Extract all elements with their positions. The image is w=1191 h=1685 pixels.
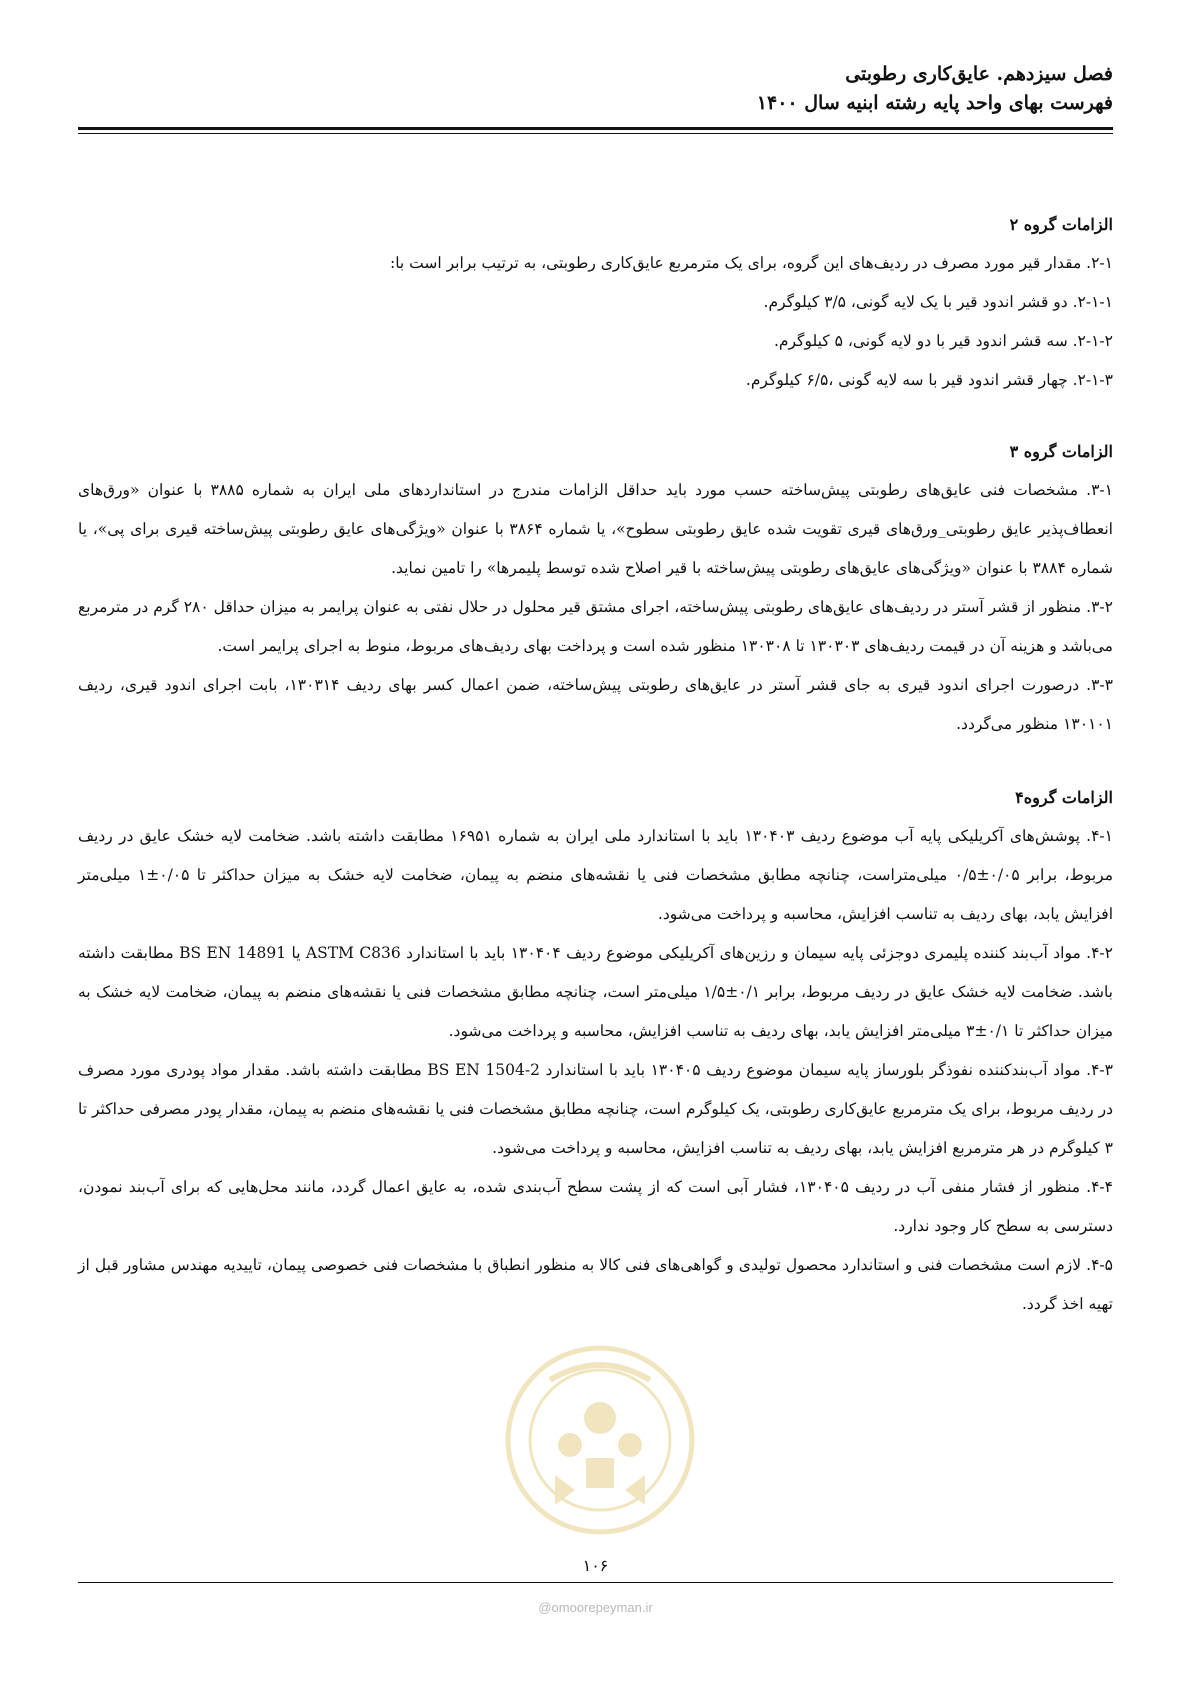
page-header — [78, 60, 1113, 118]
group3-item-3: ۳-۳. درصورت اجرای اندود قیری به جای قشر آستر در عایق‌های رطوبتی پیش‌ساخته، ضمن اعمال کسر بهای ردیف ۱۳۰۳۱۴، بابت اجرای اندود قیری، ردیف ۱۳۰۱۰۱ منظور می‌گردد. — [78, 676, 1113, 733]
header-rule-thick — [78, 127, 1113, 130]
footer-website: @omoorepeyman.ir — [538, 1600, 653, 1615]
page-number: ۱۰۶ — [582, 1556, 609, 1575]
group4-heading: الزامات گروه۴ — [1015, 788, 1113, 807]
group3-item-2: ۳-۲. منظور از قشر آستر در ردیف‌های عایق‌های رطوبتی پیش‌ساخته، اجرای مشتق قیر محلول در حلال نفتی به عنوان پرایمر به میزان حداقل ۲۸۰ گرم در مترمربع می‌باشد و هزینه آن در قیمت ردیف‌های ۱۳۰۳۰۳ تا ۱۳۰۳۰۸ منظور شده است و پرداخت بهای ردیف‌های مربوط، منوط به اجرای پرایمر است. — [78, 598, 1113, 655]
group2-item-1-2: ۲-۱-۲. سه قشر اندود قیر با دو لایه گونی، ۵ کیلوگرم. — [773, 332, 1113, 350]
group4-item-3: ۴-۳. مواد آب‌بندکننده نفوذگر بلورساز پایه سیمان موضوع ردیف ۱۳۰۴۰۵ باید با استاندارد BS EN 1504-2 مطابقت داشته باشد. مقدار مواد پودری مورد مصرف در ردیف مربوط، برای یک مترمربع عایق‌کاری رطوبتی، یک کیلوگرم است، چنانچه مطابق مشخصات فنی یا نقشه‌های منضم به پیمان، مقدار پودر مصرفی حداکثر تا ۳ کیلوگرم در هر مترمربع افزایش یابد، بهای ردیف به تناسب افزایش، محاسبه و پرداخت می‌شود. — [78, 1061, 1113, 1157]
watermark-seal-icon — [500, 1340, 700, 1540]
group3-item-1: ۳-۱. مشخصات فنی عایق‌های رطوبتی پیش‌ساخته حسب مورد باید حداقل الزامات مندرج در استانداردهای ملی ایران به شماره ۳۸۸۵ با عنوان «ورق‌های انعطاف‌پذیر عایق رطوبتی_ورق‌های قیری تقویت شده عایق رطوبتی سطوح»، یا شماره ۳۸۶۴ با عنوان «ویژگی‌های عایق رطوبتی پیش‌ساخته قیری برای پی»، یا شماره ۳۸۸۴ با عنوان «ویژگی‌های عایق‌های رطوبتی پیش‌ساخته با قیر اصلاح شده توسط پلیمرها» را تامین نماید. — [78, 481, 1113, 577]
footer-rule — [78, 1582, 1113, 1583]
document-body — [78, 205, 1113, 1324]
group2-item-1: ۲-۱. مقدار قیر مورد مصرف در ردیف‌های این گروه، برای یک مترمربع عایق‌کاری رطوبتی، به ترتیب برابر است با: — [389, 254, 1113, 272]
group4-item-1: ۴-۱. پوشش‌های آکریلیکی پایه آب موضوع ردیف ۱۳۰۴۰۳ باید با استاندارد ملی ایران به شماره ۱۶۹۵۱ مطابقت داشته باشد. ضخامت لایه خشک عایق در ردیف مربوط، برابر ۰/۰۵±۰/۵ میلی‌متراست، چنانچه مطابق مشخصات فنی یا نقشه‌های منضم به پیمان، ضخامت لایه خشک به میزان حداکثر تا ۰/۰۵±۱ میلی‌متر افزایش یابد، بهای ردیف به تناسب افزایش، محاسبه و پرداخت می‌شود. — [78, 827, 1113, 923]
chapter-title: فصل سیزدهم. عایق‌کاری رطوبتی — [845, 63, 1113, 85]
group3-heading: الزامات گروه ۳ — [1009, 442, 1113, 461]
catalog-title: فهرست بهای واحد پایه رشته ابنیه سال ۱۴۰۰ — [756, 92, 1113, 114]
group4-item-5: ۴-۵. لازم است مشخصات فنی و استاندارد محصول تولیدی و گواهی‌های فنی کالا به منظور انطباق با مشخصات فنی خصوصی پیمان، تاییدیه مهندس مشاور قبل از تهیه اخذ گردد. — [78, 1256, 1113, 1313]
group2-item-1-3: ۲-۱-۳. چهار قشر اندود قیر با سه لایه گونی ،۶/۵ کیلوگرم. — [745, 371, 1113, 389]
header-rule-thin — [78, 133, 1113, 134]
group4-item-2: ۴-۲. مواد آب‌بند کننده پلیمری دوجزئی پایه سیمان و رزین‌های آکریلیکی موضوع ردیف ۱۳۰۴۰۴ باید با استاندارد ASTM C836 یا BS EN 14891 مطابقت داشته باشد. ضخامت لایه خشک عایق در ردیف مربوط، برابر ۰/۱±۱/۵ میلی‌متر است، چنانچه مطابق مشخصات فنی یا نقشه‌های منضم به پیمان، ضخامت لایه خشک به میزان حداکثر تا ۰/۱±۳ میلی‌متر افزایش یابد، بهای ردیف به تناسب افزایش، محاسبه و پرداخت می‌شود. — [78, 944, 1113, 1040]
group2-heading: الزامات گروه ۲ — [1009, 215, 1113, 234]
group4-item-4: ۴-۴. منظور از فشار منفی آب در ردیف ۱۳۰۴۰۵، فشار آبی است که از پشت سطح آب‌بندی شده، به عایق اعمال گردد، مانند محل‌هایی که برای آب‌بند نمودن، دسترسی به سطح کار وجود ندارد. — [78, 1178, 1113, 1235]
group2-item-1-1: ۲-۱-۱. دو قشر اندود قیر با یک لایه گونی، ۳/۵ کیلوگرم. — [763, 293, 1113, 311]
